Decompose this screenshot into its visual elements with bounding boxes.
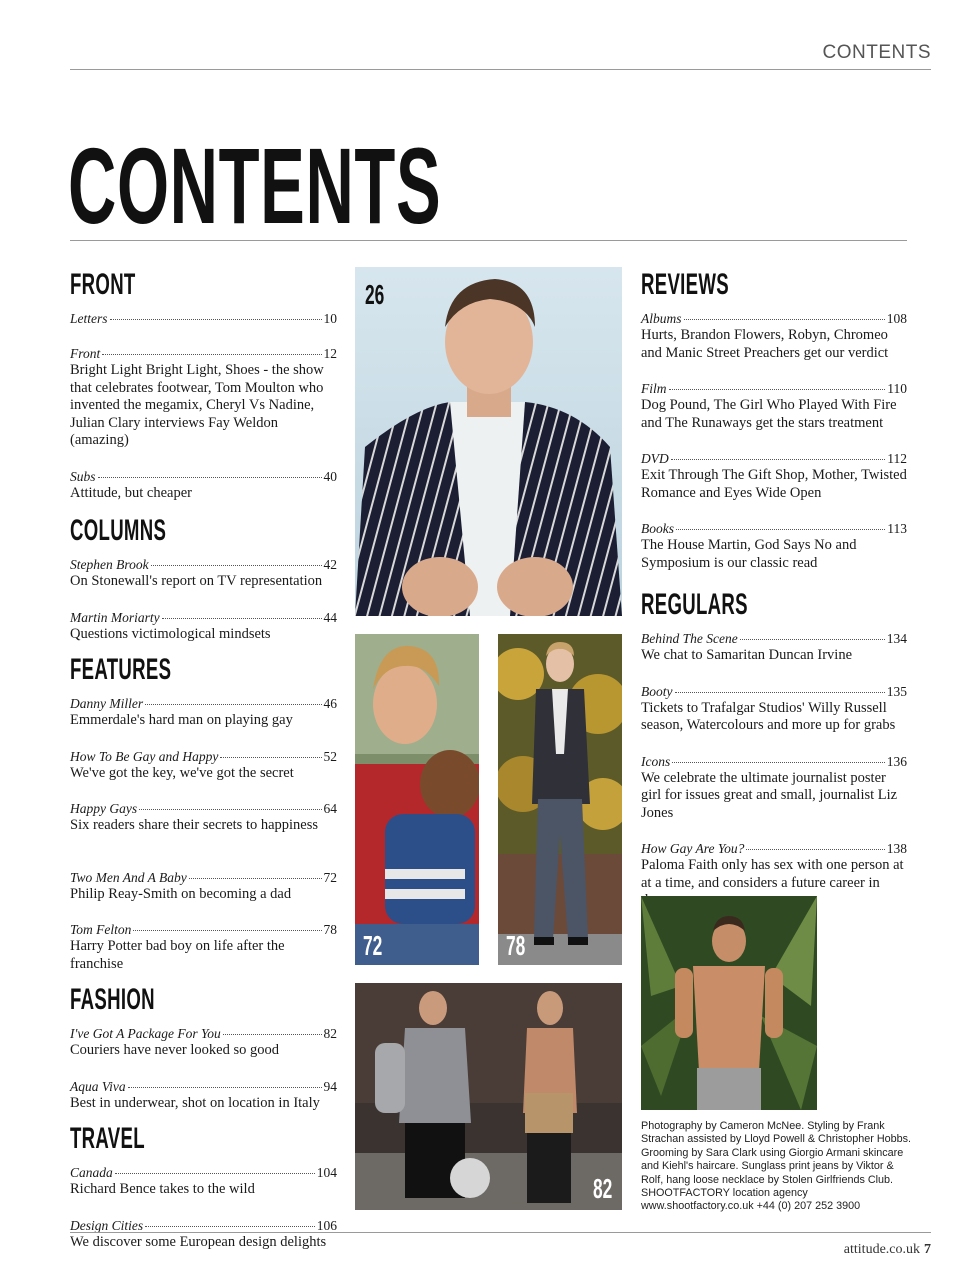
contents-entry[interactable] (641, 380, 907, 432)
entry-title: Subs (70, 468, 96, 484)
photo-page-number: 82 (593, 1173, 613, 1204)
entry-description: Dog Pound, The Girl Who Played With Fire and The Runaways get the stars treatment (641, 397, 897, 431)
entry-title: Film (641, 381, 667, 396)
entry-line (70, 695, 337, 712)
photo-page-number: 26 (365, 279, 385, 310)
contents-entry[interactable] (641, 683, 907, 735)
entry-line (70, 468, 337, 485)
contents-entry[interactable] (641, 630, 907, 665)
dot-leader (189, 878, 322, 879)
contents-entry[interactable] (70, 695, 337, 730)
dot-leader (151, 565, 322, 566)
entry-page-number: 46 (323, 696, 337, 711)
entry-line (641, 520, 907, 537)
entry-title: Canada (70, 1165, 113, 1180)
dot-leader (115, 1173, 315, 1174)
dot-leader (145, 1226, 315, 1227)
contents-entry[interactable] (70, 609, 337, 644)
entry-line (70, 1164, 337, 1181)
dot-leader (676, 529, 885, 530)
regulars-photo (641, 896, 817, 1110)
contents-entry[interactable] (70, 800, 337, 835)
dot-leader (223, 1034, 322, 1035)
dot-leader (162, 618, 322, 619)
entry-line (70, 748, 337, 765)
entry-title: Booty (641, 683, 673, 699)
entry-description: Paloma Faith only has sex with one person at at a time, and considers a future career in (641, 857, 904, 891)
entry-page-number: 44 (323, 609, 337, 625)
entry-line (641, 840, 907, 857)
left-column (70, 270, 337, 1269)
entry-description: On Stonewall's report on TV representation (70, 573, 323, 589)
entry-description: We discover some European design delights (70, 1233, 327, 1250)
contents-entry[interactable] (70, 1164, 337, 1199)
dad-photo (355, 634, 479, 965)
running-head: CONTENTS (822, 42, 931, 63)
entry-page-number: 106 (316, 1217, 337, 1233)
entry-description: Questions victimological mindsets (70, 625, 271, 642)
entry-description: Bright Light Bright Light, Shoes - the show that celebrates footwear, Tom Moulton who invented the megamix, Cheryl Vs Nadine, Julian Clary interviews Fay Weldon (amazing) (70, 362, 324, 448)
entry-page-number: 108 (886, 311, 907, 326)
dot-leader (746, 849, 884, 850)
dot-leader (669, 389, 886, 390)
entry-description: We've got the key, we've got the secret (70, 764, 294, 781)
contents-entry[interactable] (70, 1217, 337, 1252)
entry-description: Six readers share their secrets to happiness (70, 817, 319, 833)
contents-entry[interactable] (641, 753, 907, 823)
fashion-couriers-photo (355, 983, 622, 1210)
tom-felton-photo (498, 634, 622, 965)
entry-page-number: 64 (323, 801, 337, 816)
section-heading: FEATURES (70, 653, 172, 686)
entry-line (70, 921, 337, 938)
right-column (641, 270, 907, 928)
contents-entry[interactable] (70, 310, 337, 327)
entry-page-number: 82 (323, 1026, 337, 1041)
photo-page-number: 72 (363, 930, 383, 961)
dot-leader (671, 459, 886, 460)
entry-title: Danny Miller (70, 696, 144, 711)
entry-title: Happy Gays (70, 801, 138, 816)
dot-leader (139, 809, 321, 810)
section-heading: FRONT (70, 268, 136, 301)
entry-page-number: 104 (316, 1165, 337, 1180)
entry-page-number: 42 (323, 557, 337, 572)
entry-line (70, 609, 337, 626)
section-heading: TRAVEL (70, 1122, 145, 1155)
entry-page-number: 136 (886, 753, 907, 769)
entry-page-number: 94 (323, 1078, 337, 1094)
entry-line (70, 869, 337, 886)
section-heading: FASHION (70, 983, 155, 1016)
contents-entry[interactable] (70, 1025, 337, 1060)
entry-title: Stephen Brook (70, 557, 149, 572)
entry-description: Philip Reay-Smith on becoming a dad (70, 885, 292, 902)
entry-page-number: 10 (323, 311, 337, 326)
regulars-image (641, 896, 817, 1110)
entry-description: The House Martin, God Says No and Symposium is our classic read (641, 537, 857, 571)
cover-star-image (355, 267, 622, 616)
dad-image (355, 634, 479, 965)
entry-line (641, 450, 907, 467)
photo-credits: Photography by Cameron McNee. Styling by Frank Strachan assisted by Lloyd Powell & Christopher Hobbs. Grooming by Sara Clark using Giorgio Armani skincare and Kiehl's haircare. Sunglass print jeans by Viktor & Rolf, hang loose necklace by Stolen Girlfriends Club. SHOOTFACTORY location agency www.shootfactory.co.uk +44 (0) 207 252 3900 (641, 1120, 912, 1213)
dot-leader (133, 930, 321, 931)
entry-page-number: 40 (323, 468, 337, 484)
section-heading: REVIEWS (641, 268, 729, 301)
entry-title: Icons (641, 753, 671, 769)
entry-title: Books (641, 521, 674, 536)
entry-page-number: 12 (323, 346, 337, 361)
cover-star-photo (355, 267, 622, 616)
entry-description: Tickets to Trafalgar Studios' Willy Russell season, Watercolours and more up for grabs (641, 699, 896, 733)
entry-page-number: 112 (887, 451, 907, 466)
dot-leader (672, 762, 885, 763)
entry-description: Exit Through The Gift Shop, Mother, Twisted Romance and Eyes Wide Open (641, 467, 907, 501)
page-title: CONTENTS (68, 125, 442, 246)
entry-line (641, 310, 907, 327)
photo-page-number: 78 (506, 930, 526, 961)
entry-description: Richard Bence takes to the wild (70, 1181, 255, 1197)
entry-title: Tom Felton (70, 922, 132, 937)
section-heading: REGULARS (641, 588, 748, 621)
entry-line (70, 345, 337, 362)
contents-entry[interactable] (70, 921, 337, 973)
entry-line (641, 753, 907, 770)
entry-title: DVD (641, 451, 669, 466)
dot-leader (675, 692, 885, 693)
dot-leader (684, 319, 885, 320)
entry-title: Two Men And A Baby (70, 869, 187, 885)
entry-title: Letters (70, 311, 108, 326)
contents-entry[interactable] (70, 1078, 337, 1113)
dot-leader (128, 1087, 322, 1088)
contents-entry[interactable] (70, 556, 337, 591)
entry-line (641, 380, 907, 397)
entry-description: Hurts, Brandon Flowers, Robyn, Chromeo and Manic Street Preachers get our verdict (641, 327, 889, 361)
entry-description: Attitude, but cheaper (70, 484, 192, 501)
contents-entry[interactable] (641, 450, 907, 502)
entry-page-number: 138 (886, 841, 907, 856)
page-number: 7 (924, 1242, 931, 1257)
contents-entry[interactable] (641, 520, 907, 572)
entry-page-number: 113 (887, 521, 907, 536)
entry-page-number: 134 (886, 631, 907, 646)
entry-line (70, 1025, 337, 1042)
dot-leader (98, 477, 322, 478)
entry-description: We chat to Samaritan Duncan Irvine (641, 647, 853, 663)
entry-description: Emmerdale's hard man on playing gay (70, 712, 293, 728)
entry-line (641, 630, 907, 647)
contents-entry[interactable] (70, 748, 337, 783)
entry-description: Best in underwear, shot on location in Italy (70, 1094, 320, 1111)
entry-title: Front (70, 346, 101, 361)
entry-title: Albums (641, 311, 682, 326)
entry-title: Design Cities (70, 1217, 144, 1233)
entry-title: Behind The Scene (641, 631, 738, 646)
dot-leader (740, 639, 885, 640)
fashion-couriers-image (355, 983, 622, 1210)
section-heading: COLUMNS (70, 514, 167, 547)
entry-page-number: 78 (323, 922, 337, 937)
entry-description: We celebrate the ultimate journalist poster girl for issues great and small, journalist Liz Jones (641, 769, 898, 821)
tom-felton-image (498, 634, 622, 965)
site-url: attitude.co.uk (843, 1242, 920, 1257)
dot-leader (145, 704, 321, 705)
entry-title: I've Got A Package For You (70, 1026, 221, 1041)
entry-page-number: 72 (323, 869, 337, 885)
page-footer (844, 1242, 931, 1258)
title-rule (70, 240, 907, 241)
entry-line (70, 1217, 337, 1234)
entry-line (70, 310, 337, 327)
bottom-rule (70, 1232, 931, 1233)
entry-page-number: 52 (323, 748, 337, 764)
entry-title: How Gay Are You? (641, 841, 745, 856)
contents-entry[interactable] (70, 345, 337, 450)
contents-entry[interactable] (70, 869, 337, 904)
top-rule (70, 69, 931, 70)
contents-entry[interactable] (70, 468, 337, 503)
entry-line (70, 800, 337, 817)
entry-line (70, 1078, 337, 1095)
entry-page-number: 110 (887, 381, 907, 396)
dot-leader (102, 354, 321, 355)
entry-description: Harry Potter bad boy on life after the franchise (70, 938, 285, 972)
contents-entry[interactable] (641, 310, 907, 362)
entry-line (641, 683, 907, 700)
dot-leader (110, 319, 322, 320)
entry-title: How To Be Gay and Happy (70, 748, 219, 764)
entry-title: Aqua Viva (70, 1078, 126, 1094)
entry-line (70, 556, 337, 573)
dot-leader (220, 757, 321, 758)
entry-description: Couriers have never looked so good (70, 1042, 279, 1058)
entry-page-number: 135 (886, 683, 907, 699)
entry-title: Martin Moriarty (70, 609, 160, 625)
